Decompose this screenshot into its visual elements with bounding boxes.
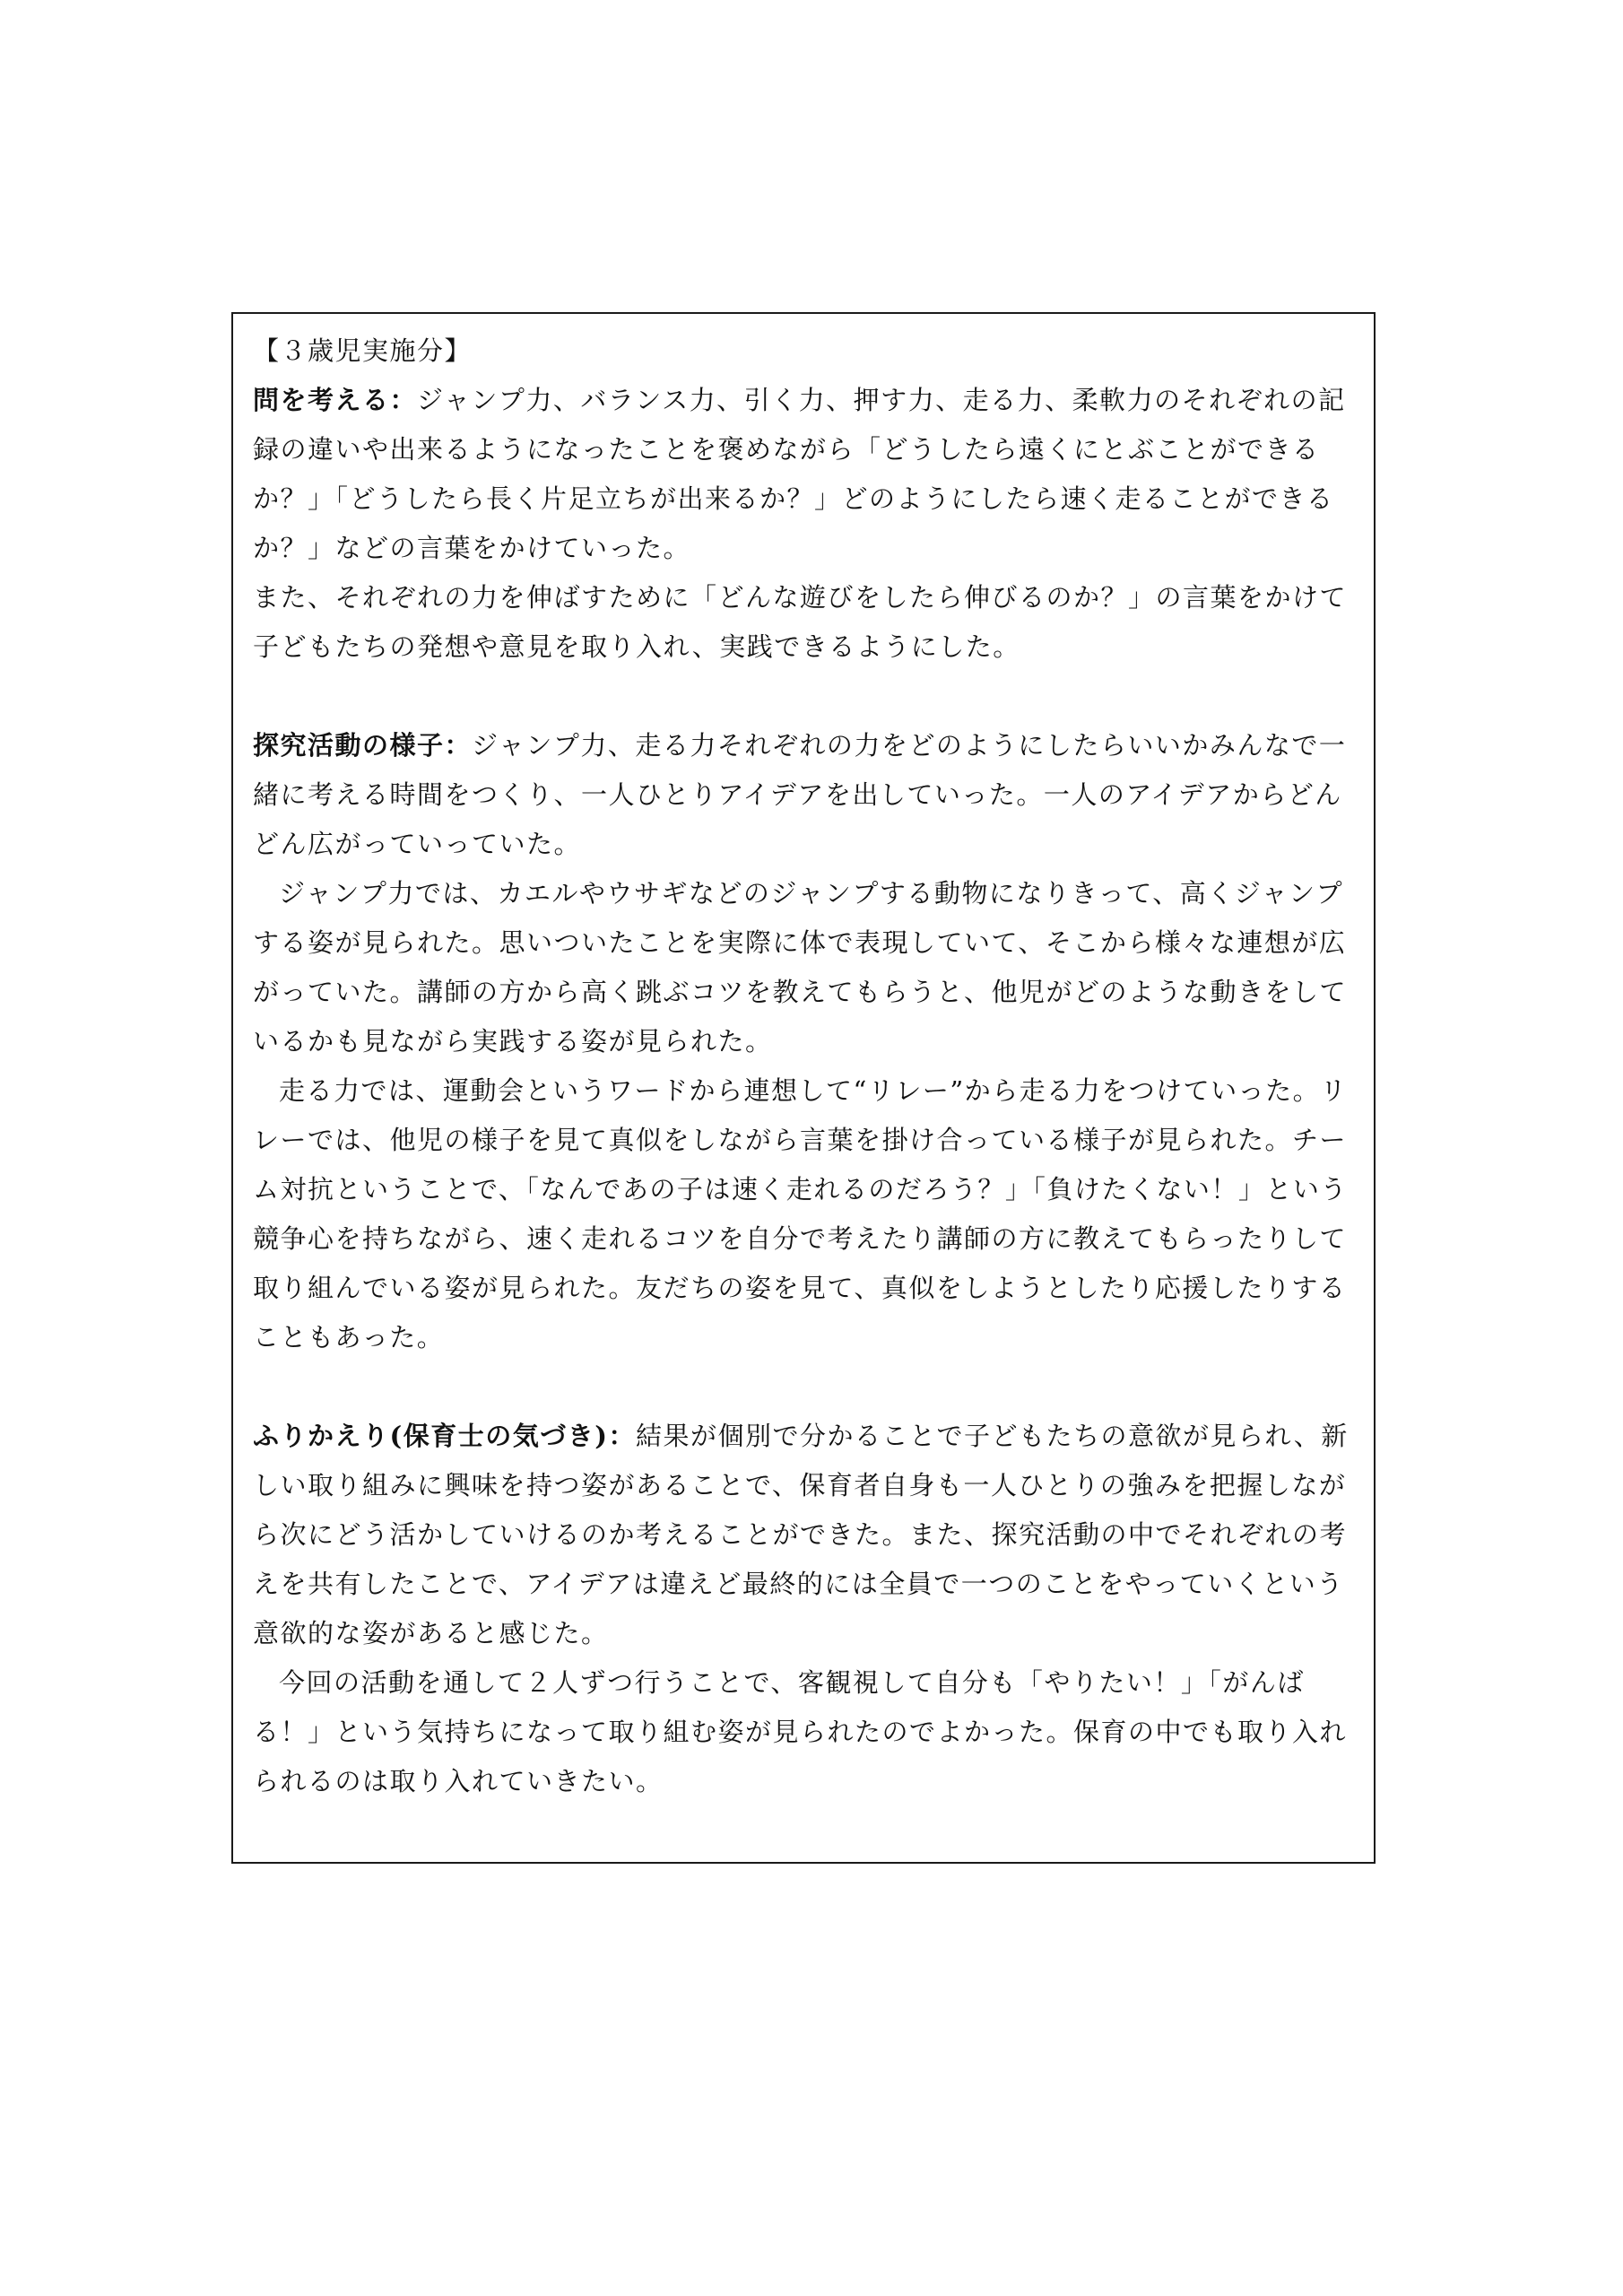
spacer: [253, 672, 1365, 721]
activity-text-1: ジャンプ力、走る力それぞれの力をどのようにしたらいいかみんなで一緒に考える時間をつくり、一人ひとりアイデアを出していった。一人のアイデアからどんどん広がっていっていた。: [253, 730, 1347, 859]
question-text-1: ジャンプ力、バランス力、引く力、押す力、走る力、柔軟力のそれぞれの記録の違いや出来るようになったことを褒めながら「どうしたら遠くにとぶことができるか？」「どうしたら長く片足立ちが出来るか？」どのようにしたら速く走ることができるか？」などの言葉をかけていった。: [253, 385, 1346, 563]
spacer: [253, 1362, 1365, 1412]
activity-paragraph-2: ジャンプ力では、カエルやウサギなどのジャンプする動物になりきって、高くジャンプする姿が見られた。思いついたことを実際に体で表現していて、そこから様々な連想が広がっていた。講師の方から高く跳ぶコツを教えてもらうと、他児がどのような動きをしているかも見ながら実践する姿が見られた。: [253, 878, 1348, 1057]
activity-paragraph-3: 走る力では、運動会というワードから連想して“リレー”から走る力をつけていった。リレーでは、他児の様子を見て真似をしながら言葉を掛け合っている様子が見られた。チーム対抗ということで、「なんであの子は速く走れるのだろう？」「負けたくない！」という競争心を持ちながら、速く走れるコツを自分で考えたり講師の方に教えてもらったりして取り組んでいる姿が見られた。友だちの姿を見て、真似をしようとしたり応援したりすることもあった。: [253, 1075, 1348, 1352]
reflection-paragraph-2: 今回の活動を通して２人ずつ行うことで、客観視して自分も「やりたい！」「がんばる！」という気持ちになって取り組む姿が見られたのでよかった。保育の中でも取り入れられるのは取り入れていきたい。: [253, 1667, 1348, 1796]
document-body: [253, 326, 1365, 1806]
reflection-text-1: 結果が個別で分かることで子どもたちの意欲が見られ、新しい取り組みに興味を持つ姿があることで、保育者自身も一人ひとりの強みを把握しながら次にどう活かしていけるのか考えることができた。また、探究活動の中でそれぞれの考えを共有したことで、アイデアは違えど最終的には全員で一つのことをやっていくという意欲的な姿があると感じた。: [253, 1421, 1349, 1648]
section-title: 【３歳児実施分】: [253, 335, 473, 366]
activity-paragraph-1: [253, 721, 1365, 869]
question-paragraph-1: [253, 376, 1365, 573]
reflection-paragraph-1: [253, 1412, 1365, 1658]
question-paragraph-2: また、それぞれの力を伸ばすために「どんな遊びをしたら伸びるのか？」の言葉をかけて子どもたちの発想や意見を取り入れ、実践できるようにした。: [253, 582, 1348, 662]
reflection-heading: ふりかえり(保育士の気づき)：: [253, 1421, 636, 1451]
question-heading: 問を考える：: [253, 385, 418, 415]
activity-heading: 探究活動の様子：: [253, 730, 473, 761]
